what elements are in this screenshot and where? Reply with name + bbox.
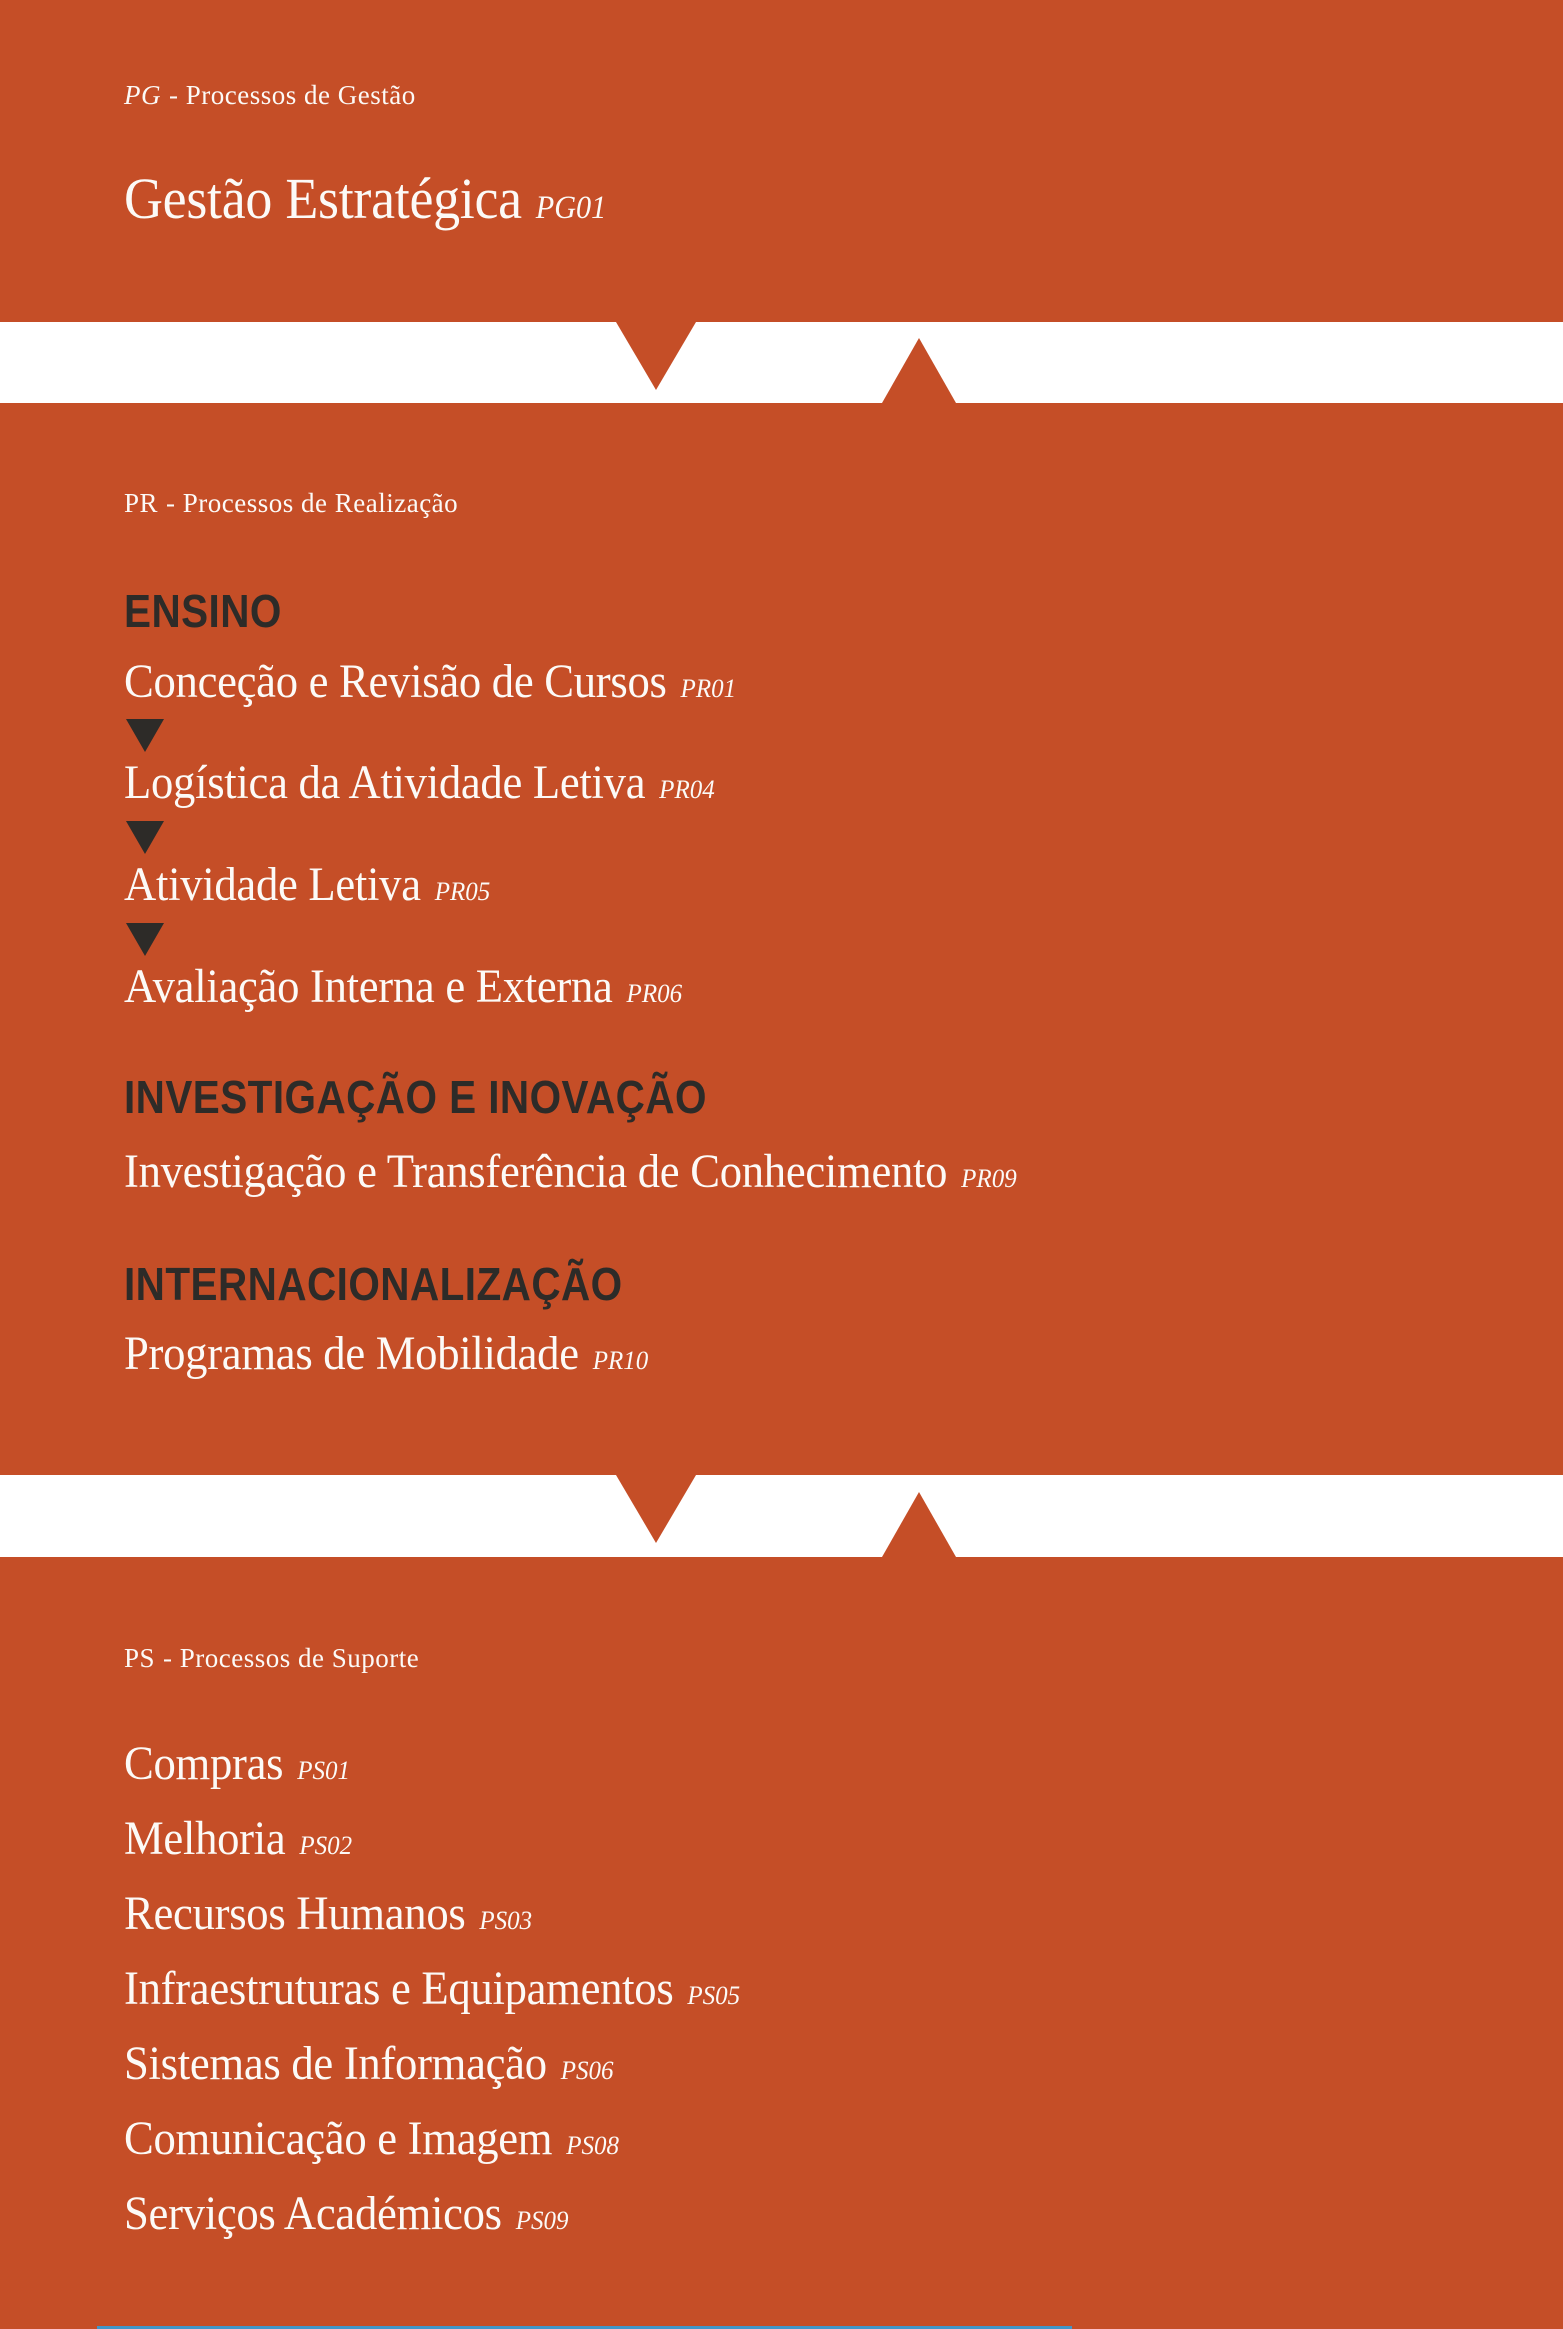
process-compras (124, 1737, 350, 1790)
process-name: Compras (124, 1737, 284, 1790)
process-name: Melhoria (124, 1812, 286, 1865)
process-code: PR05 (434, 876, 491, 906)
process-code: PS06 (560, 2055, 614, 2085)
process-name: Avaliação Interna e Externa (124, 960, 613, 1013)
group-header-internacionalizacao: INTERNACIONALIZAÇÃO (124, 1258, 623, 1310)
section-label-pr (124, 490, 458, 517)
process-name: Recursos Humanos (124, 1887, 466, 1940)
flow-down-arrow-icon (616, 1475, 696, 1543)
process-code: PR09 (961, 1163, 1017, 1193)
process-name: Infraestruturas e Equipamentos (124, 1962, 674, 2015)
section-label-ps-text: - Processos de Suporte (163, 1643, 420, 1673)
process-code: PR01 (680, 673, 737, 703)
process-atividade-letiva (124, 858, 491, 911)
process-comunicacao-imagem (124, 2112, 619, 2165)
section-code-pr: PR (124, 488, 159, 518)
process-name: Gestão Estratégica (124, 166, 522, 231)
process-code: PG01 (535, 190, 607, 226)
section-label-ps (124, 1645, 419, 1672)
flow-down-arrow-icon (616, 322, 696, 390)
section-label-pr-text: - Processos de Realização (166, 488, 459, 518)
flow-up-arrow-icon (882, 1492, 956, 1557)
chain-down-triangle-icon (126, 719, 164, 752)
process-servicos-academicos (124, 2187, 569, 2240)
process-avaliacao-interna-externa (124, 960, 683, 1013)
process-code: PR06 (626, 978, 683, 1008)
separator-band-2 (0, 1475, 1563, 1557)
flow-up-arrow-icon (882, 338, 956, 403)
process-concecao-revisao-cursos (124, 655, 737, 708)
process-sistemas-informacao (124, 2037, 614, 2090)
process-code: PS08 (566, 2130, 619, 2160)
process-recursos-humanos (124, 1887, 533, 1940)
process-name: Conceção e Revisão de Cursos (124, 655, 667, 708)
group-header-investigacao-inovacao: INVESTIGAÇÃO E INOVAÇÃO (124, 1071, 707, 1123)
section-label-pg (124, 82, 416, 109)
chain-down-triangle-icon (126, 821, 164, 854)
process-logistica-atividade-letiva (124, 756, 715, 809)
process-code: PS03 (479, 1905, 533, 1935)
process-programas-mobilidade (124, 1327, 649, 1380)
process-code: PS05 (687, 1980, 741, 2010)
process-gestao-estrategica (124, 166, 607, 231)
process-investigacao-transferencia-conhecimento (124, 1145, 1017, 1198)
process-code: PR10 (592, 1345, 649, 1375)
process-name: Investigação e Transferência de Conhecimento (124, 1145, 948, 1198)
process-code: PS09 (515, 2205, 569, 2235)
process-name: Sistemas de Informação (124, 2037, 547, 2090)
process-name: Comunicação e Imagem (124, 2112, 553, 2165)
section-code-pg: PG (124, 80, 161, 110)
section-code-ps: PS (124, 1643, 156, 1673)
process-name: Logística da Atividade Letiva (124, 756, 646, 809)
process-code: PR04 (659, 774, 715, 804)
group-header-ensino: ENSINO (124, 585, 282, 637)
process-code: PS01 (297, 1755, 350, 1785)
separator-band-1 (0, 322, 1563, 403)
process-name: Serviços Académicos (124, 2187, 502, 2240)
process-name: Atividade Letiva (124, 858, 421, 911)
process-code: PS02 (299, 1830, 353, 1860)
chain-down-triangle-icon (126, 923, 164, 956)
section-label-pg-text: - Processos de Gestão (169, 80, 416, 110)
process-infraestruturas-equipamentos (124, 1962, 741, 2015)
process-melhoria (124, 1812, 353, 1865)
process-name: Programas de Mobilidade (124, 1327, 579, 1380)
